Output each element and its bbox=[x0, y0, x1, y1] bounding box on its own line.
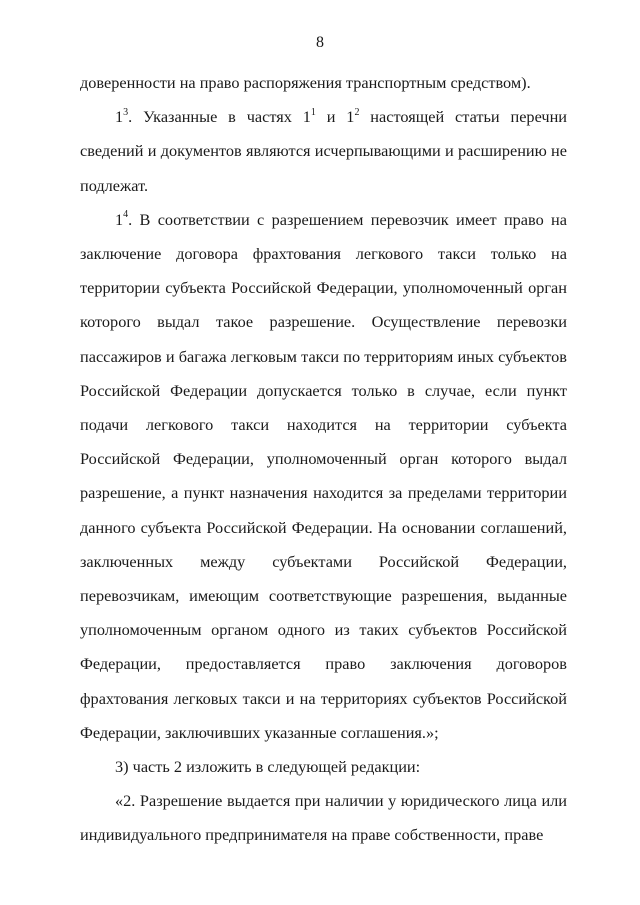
paragraph-1-4 bbox=[80, 203, 567, 750]
superscript-ref: 2 bbox=[354, 106, 360, 118]
paragraph-number: 1 bbox=[115, 209, 124, 229]
paragraph-number-superscript: 3 bbox=[123, 106, 129, 118]
paragraph-1-3 bbox=[80, 100, 567, 203]
paragraph-text: . Указанные в частях 1 bbox=[128, 107, 311, 127]
paragraph-continuation: доверенности на право распоряжения транспортным средством). bbox=[80, 73, 531, 92]
page-number: 8 bbox=[316, 34, 324, 51]
paragraph-item-3: 3) часть 2 изложить в следующей редакции: bbox=[115, 757, 421, 777]
paragraph-text: . В соответствии с разрешением перевозчик имеет право на заключение договора фрахтования легкового такси только на территории субъекта Российской Федерации, уполномоченный орган которого выдал такое разрешение. Осуществление перевозки пассажиров и багажа легковым такси по территориям иных субъектов Российской Федерации допускается только в случае, если пункт подачи легкового такси находится на территории субъекта Российской Федерации, уполномоченный орган которого выдал разрешение, а пункт назначения находится за пределами территории данного субъекта Российской Федерации. На основании соглашений, заключенных между субъектами Российской Федерации, перевозчикам, имеющим соответствующие разрешения, выданные уполномоченным органом одного из таких субъектов Российской Федерации, предоставляется право заключения договоров фрахтования легковых такси и на территориях субъектов Российской Федерации, заключивших указанные соглашения.»; bbox=[80, 209, 567, 742]
superscript-ref: 1 bbox=[310, 106, 316, 118]
paragraph-text: и 1 bbox=[315, 107, 355, 127]
document-body bbox=[80, 66, 567, 853]
paragraph-number-superscript: 4 bbox=[123, 209, 129, 221]
paragraph-number: 1 bbox=[115, 107, 124, 127]
paragraph-text: настоящей статьи перечни сведений и документов являются исчерпывающими и расширению не подлежат. bbox=[80, 107, 567, 195]
paragraph-part-2: «2. Разрешение выдается при наличии у юридического лица или индивидуального предпринимателя на праве собственности, праве bbox=[80, 791, 567, 845]
